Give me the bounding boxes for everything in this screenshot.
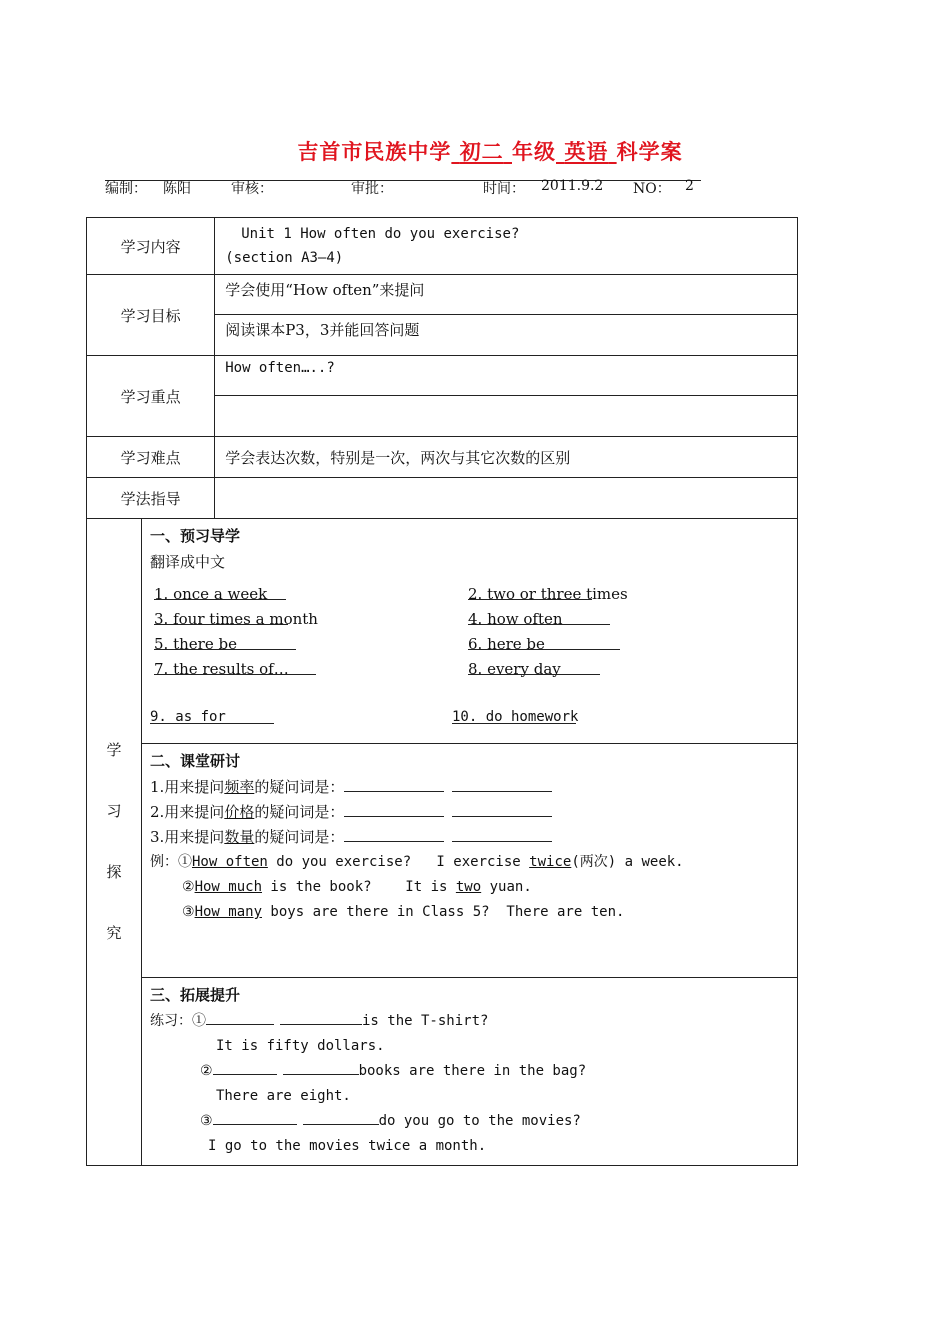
q3-blank-b[interactable] [452,827,552,842]
extend-heading: 三、拓展提升 [150,986,241,1004]
answer-blank-5[interactable] [154,635,296,650]
preview-item-3: 3. four times a month [154,610,318,628]
answer-blank-2[interactable] [468,585,592,600]
q1-blank-a[interactable] [344,777,444,792]
grade-suffix: 年级 [512,139,556,164]
p1-blank-b[interactable] [280,1010,362,1025]
goal-item-1: 学会使用“How often”来提问 [215,275,798,315]
meta-line [105,178,701,197]
subject: 英语 [564,139,609,164]
p2-blank-b[interactable] [283,1060,359,1075]
practice-2-answer: There are eight. [216,1088,351,1104]
no-value: 2 [685,178,694,194]
preview-section [142,519,798,744]
question-3: 3.用来提问数量的疑问词是： [150,825,789,850]
p1-blank-a[interactable] [206,1010,274,1025]
practice-1-question: 练习：① is the T-shirt? [150,1009,789,1034]
p2-blank-a[interactable] [213,1060,277,1075]
q1-blank-b[interactable] [452,777,552,792]
extend-section [142,978,798,1166]
answer-blank-10[interactable] [452,709,579,725]
practice-3-question: ③ do you go to the movies? [150,1109,789,1134]
q2-blank-b[interactable] [452,802,552,817]
answer-blank-9[interactable] [150,709,274,724]
preview-item-7: 7. the results of… [154,660,289,678]
date: 2011.9.2 [541,178,604,194]
answer-blank-8[interactable] [468,660,600,675]
p3-blank-a[interactable] [213,1110,297,1125]
preview-item-2: 2. two or three times [468,585,628,603]
classroom-heading: 二、课堂研讨 [150,752,241,770]
side-char-1: 学 [106,741,122,759]
study-table [86,217,798,1166]
answer-blank-1[interactable] [154,585,286,600]
focus-item-2 [215,396,798,437]
school-name: 吉首市民族中学 [297,139,452,164]
focus-item-1: How often…..? [215,356,798,396]
side-char-2: 习 [106,802,122,820]
reviewer-label: 审核： [231,181,273,197]
example-3: ③How many boys are there in Class 5? There are ten. [182,904,625,920]
preview-item-4: 4. how often [468,610,563,628]
unit-title: Unit 1 How often do you exercise? [241,226,520,242]
time-label: 时间： [483,181,525,197]
doc-type: 科学案 [616,139,683,164]
preview-heading: 一、预习导学 [150,527,241,545]
classroom-section [142,744,798,978]
p3-blank-b[interactable] [303,1110,379,1125]
preview-item-9: 9. as for [150,709,226,725]
question-1: 1.用来提问频率的疑问词是： [150,775,789,800]
preview-item-5: 5. there be [154,635,237,653]
answer-blank-6[interactable] [468,635,620,650]
answer-blank-3[interactable] [154,610,288,625]
preview-instruction: 翻译成中文 [150,553,226,571]
side-char-4: 究 [106,924,122,942]
side-char-3: 探 [106,863,122,881]
q2-blank-a[interactable] [344,802,444,817]
preview-item-1: 1. once a week [154,585,268,603]
practice-1-answer: It is fifty dollars. [216,1038,385,1054]
example-2: ②How much is the book? It is two yuan. [182,879,532,895]
document-title [0,136,950,166]
approver-label: 审批： [351,181,393,197]
practice-3-answer: I go to the movies twice a month. [208,1138,487,1154]
answer-blank-4[interactable] [468,610,610,625]
method-label: 学法指导 [87,478,215,519]
preview-item-6: 6. here be [468,635,545,653]
q3-blank-a[interactable] [344,827,444,842]
goal-item-2: 阅读课本P3，3并能回答问题 [215,315,798,356]
section-title: (section A3—4) [225,250,344,266]
goals-label: 学习目标 [87,275,215,356]
no-label: NO： [633,181,671,197]
practice-2-question: ② books are there in the bag? [150,1059,789,1084]
content-cell [215,218,798,275]
explore-side-label [87,519,142,1166]
editor-label: 编制： [105,181,147,197]
preview-item-10: 10. do homework [452,709,579,725]
focus-label: 学习重点 [87,356,215,437]
content-label: 学习内容 [87,218,215,275]
difficulty-label: 学习难点 [87,437,215,478]
example-1: 例：①How often do you exercise? I exercise twice(两次) a week. [150,854,684,870]
answer-blank-7[interactable] [154,660,316,675]
question-2: 2.用来提问价格的疑问词是： [150,800,789,825]
grade: 初二 [459,139,504,164]
preview-item-8: 8. every day [468,660,561,678]
difficulty-text: 学会表达次数，特别是一次，两次与其它次数的区别 [215,437,798,478]
method-cell [215,478,798,519]
editor-name: 陈阳 [163,181,191,197]
